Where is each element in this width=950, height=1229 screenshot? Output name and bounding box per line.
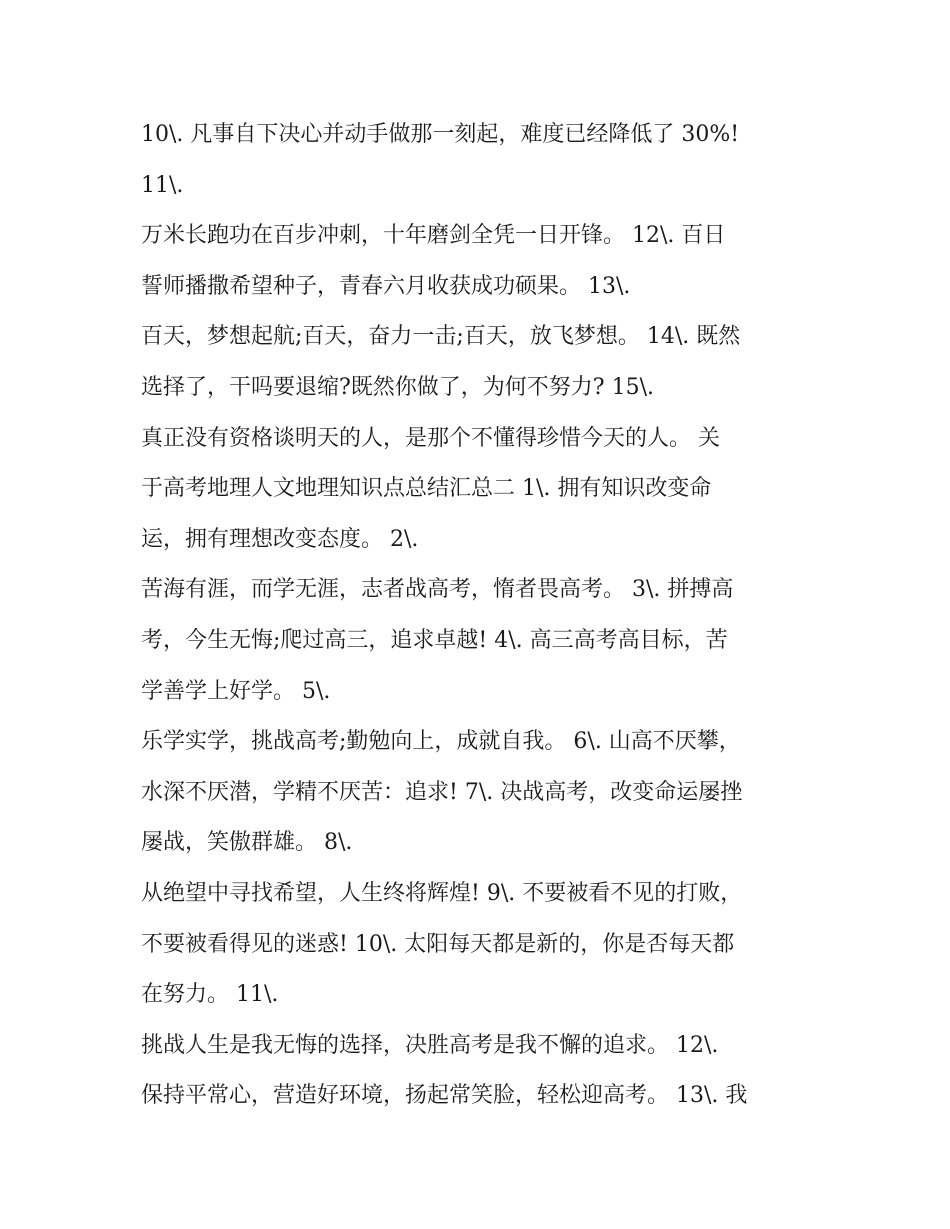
text-line: 运，拥有理想改变态度。 2\. <box>141 526 419 552</box>
text-line: 乐学实学，挑战高考;勤勉向上，成就自我。 6\. 山高不厌攀， <box>141 729 741 755</box>
text-line: 不要被看得见的迷惑! 10\. 太阳每天都是新的，你是否每天都 <box>141 931 735 957</box>
text-line: 11\. <box>141 172 184 198</box>
text-line: 保持平常心，营造好环境，扬起常笑脸，轻松迎高考。 13\. 我 <box>141 1083 748 1109</box>
text-line: 考，今生无悔;爬过高三，追求卓越! 4\. 高三高考高目标，苦 <box>141 627 728 653</box>
text-line: 从绝望中寻找希望，人生终将辉煌! 9\. 不要被看不见的打败， <box>141 880 743 906</box>
text-line: 挑战人生是我无悔的选择，决胜高考是我不懈的追求。 12\. <box>141 1032 719 1058</box>
text-line: 誓师播撒希望种子，青春六月收获成功硕果。 13\. <box>141 273 631 299</box>
text-line: 百天，梦想起航;百天，奋力一击;百天，放飞梦想。 14\. 既然 <box>141 324 741 350</box>
text-line: 选择了，干吗要退缩?既然你做了，为何不努力? 15\. <box>141 374 654 400</box>
document-body <box>141 110 841 1122</box>
text-line: 屡战，笑傲群雄。 8\. <box>141 830 353 856</box>
text-line: 苦海有涯，而学无涯，志者战高考，惰者畏高考。 3\. 拼搏高 <box>141 577 734 603</box>
text-line: 水深不厌潜，学精不厌苦：追求! 7\. 决战高考，改变命运屡挫 <box>141 779 743 805</box>
text-line: 10\. 凡事自下决心并动手做那一刻起，难度已经降低了 30%! <box>141 122 740 147</box>
text-line: 在努力。 11\. <box>141 982 279 1008</box>
text-line: 于高考地理人文地理知识点总结汇总二 1\. 拥有知识改变命 <box>141 476 712 502</box>
text-line: 真正没有资格谈明天的人，是那个不懂得珍惜今天的人。 关 <box>141 425 720 451</box>
text-line: 学善学上好学。 5\. <box>141 678 331 704</box>
text-line: 万米长跑功在百步冲刺，十年磨剑全凭一日开锋。 12\. 百日 <box>141 223 726 249</box>
